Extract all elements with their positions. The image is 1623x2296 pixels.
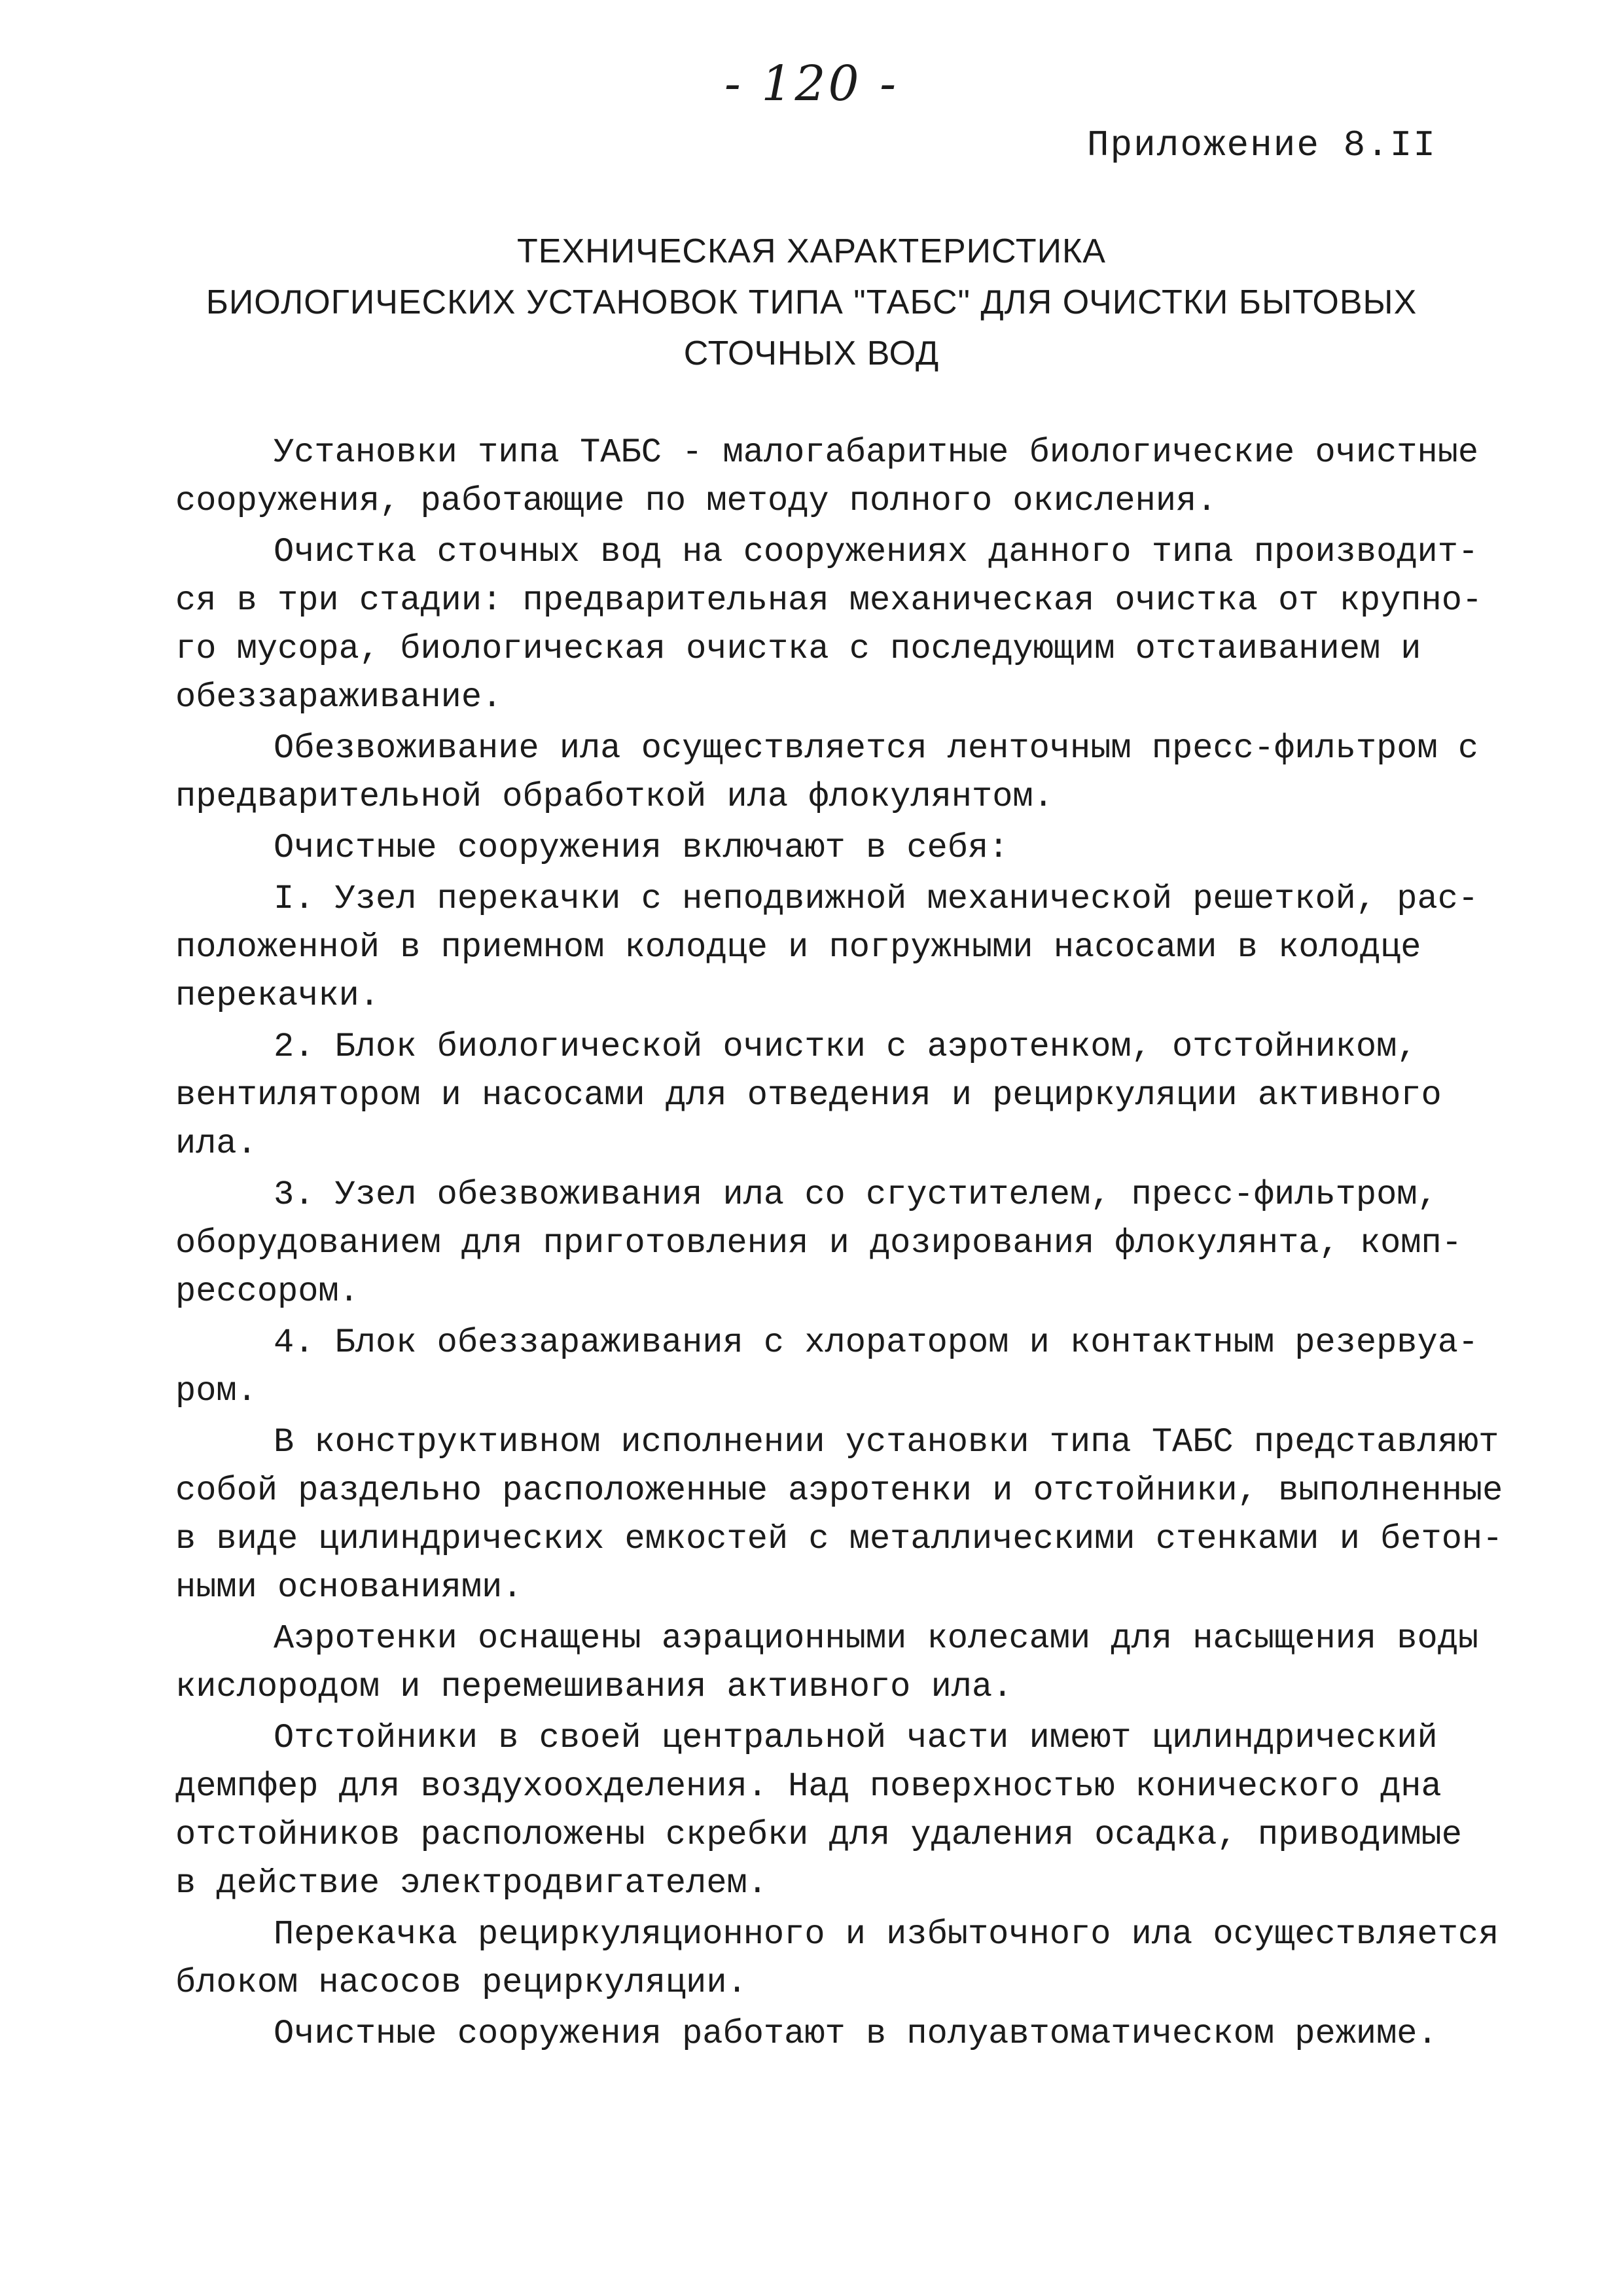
body-text: [175, 429, 1503, 2058]
list-item-start-line: 4. Блок обеззараживания с хлоратором и контактным резервуа-: [274, 1323, 1479, 1362]
text-line: положенной в приемном колодце и погружными насосами в колодце: [175, 928, 1421, 967]
text-line: ся в три стадии: предварительная механическая очистка от крупно-: [175, 581, 1483, 620]
title-line: БИОЛОГИЧЕСКИХ УСТАНОВОК ТИПА "ТАБС" ДЛЯ ОЧИСТКИ БЫТОВЫХ: [205, 283, 1418, 321]
title-line: СТОЧНЫХ ВОД: [683, 334, 940, 372]
text-line: оборудованием для приготовления и дозирования флокулянта, комп-: [175, 1224, 1462, 1263]
paragraph-start-line: Перекачка рециркуляционного и избыточного ила осуществляется: [274, 1915, 1499, 1954]
paragraph-start-line: Очистные сооружения включают в себя:: [274, 829, 1009, 867]
list-item-start-line: 3. Узел обезвоживания ила со сгустителем, пресс-фильтром,: [274, 1175, 1438, 1214]
paragraph-start-line: Установки типа ТАБС - малогабаритные биологические очистные: [274, 433, 1479, 472]
text-line: обеззараживание.: [175, 678, 503, 717]
text-line: в действие электродвигателем.: [175, 1864, 768, 1903]
text-line: отстойников расположены скребки для удаления осадка, приводимые: [175, 1816, 1462, 1854]
text-line: ром.: [175, 1372, 257, 1410]
text-line: блоком насосов рециркуляции.: [175, 1964, 747, 2002]
paragraph-start-line: Обезвоживание ила осуществляется ленточным пресс-фильтром с: [274, 729, 1479, 768]
paragraph-start-line: В конструктивном исполнении установки типа ТАБС представляют: [274, 1423, 1499, 1462]
text-line: перекачки.: [175, 977, 380, 1015]
list-item-start-line: 2. Блок биологической очистки с аэротенком, отстойником,: [274, 1028, 1418, 1066]
text-line: ила.: [175, 1124, 257, 1163]
text-line: демпфер для воздухоохделения. Над поверхностью конического дна: [175, 1767, 1442, 1806]
page-number: - 120 -: [724, 56, 899, 112]
paragraph-start-line: Аэротенки оснащены аэрационными колесами для насыщения воды: [274, 1619, 1479, 1658]
paragraph-start-line: Очистка сточных вод на сооружениях данного типа производит-: [274, 533, 1479, 571]
paragraph-start-line: Отстойники в своей центральной части имеют цилиндрический: [274, 1719, 1438, 1757]
document-title: [0, 226, 1623, 379]
text-line: сооружения, работающие по методу полного окисления.: [175, 482, 1217, 520]
text-line: предварительной обработкой ила флокулянтом.: [175, 778, 1054, 816]
text-line: ными основаниями.: [175, 1568, 523, 1607]
text-line: рессором.: [175, 1272, 359, 1311]
text-line: го мусора, биологическая очистка с последующим отстаиванием и: [175, 630, 1421, 668]
appendix-label: Приложение 8.II: [1086, 124, 1436, 166]
text-line: вентилятором и насосами для отведения и рециркуляции активного: [175, 1076, 1442, 1115]
text-line: кислородом и перемешивания активного ила.: [175, 1668, 1013, 1706]
title-line: ТЕХНИЧЕСКАЯ ХАРАКТЕРИСТИКА: [517, 232, 1106, 270]
text-line: в виде цилиндрических емкостей с металлическими стенками и бетон-: [175, 1520, 1503, 1558]
paragraph-start-line: Очистные сооружения работают в полуавтоматическом режиме.: [274, 2015, 1438, 2053]
text-line: собой раздельно расположенные аэротенки и отстойники, выполненные: [175, 1471, 1503, 1510]
list-item-start-line: I. Узел перекачки с неподвижной механической решеткой, рас-: [274, 880, 1479, 918]
